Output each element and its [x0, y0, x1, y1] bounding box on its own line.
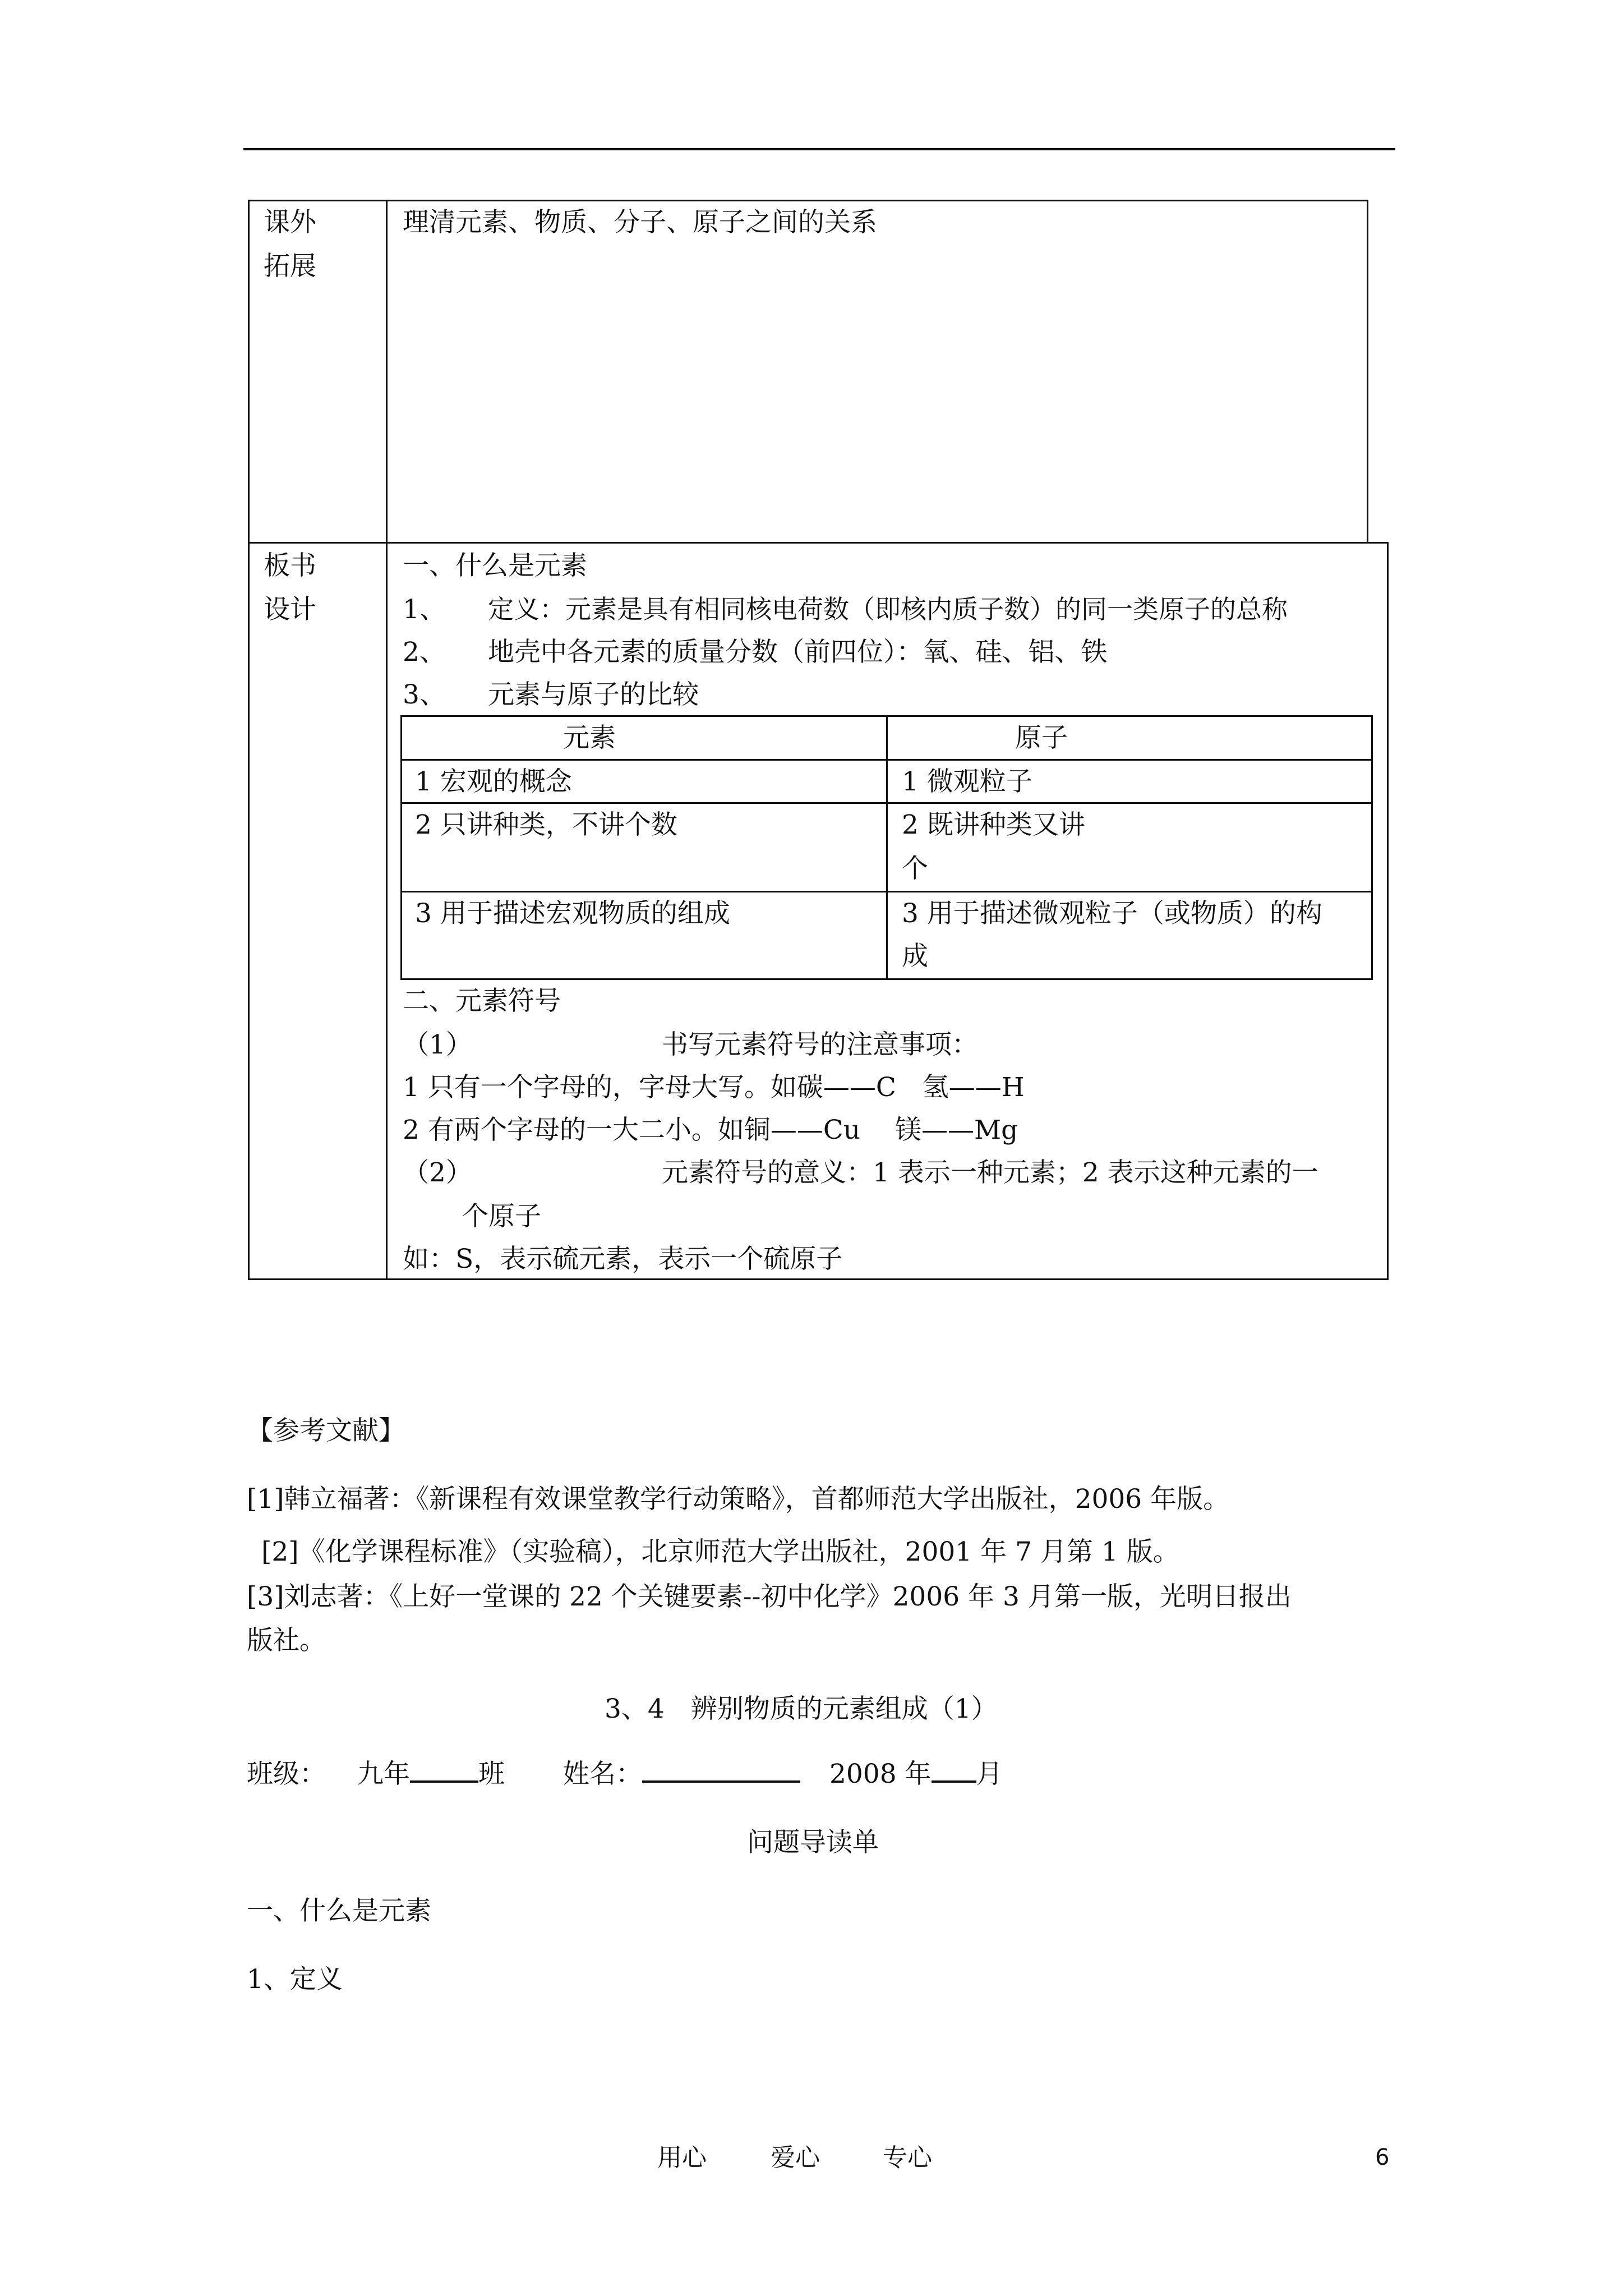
header-rule — [243, 148, 1395, 150]
references-title: 【参考文献】 — [247, 1415, 405, 1446]
compare-r2-left: 2 只讲种类，不讲个数 — [415, 809, 677, 840]
name-label: 姓名： — [563, 1759, 642, 1789]
worksheet-subtitle: 问题导读单 — [747, 1827, 879, 1858]
board-sub2-num: （2） — [403, 1157, 472, 1188]
board-sub1-num: （1） — [403, 1029, 472, 1060]
compare-r2-right-line1: 2 既讲种类又讲 — [902, 809, 1085, 840]
board-label-line1: 板书 — [264, 550, 316, 581]
compare-head-right: 原子 — [1015, 723, 1068, 753]
board-label-line2: 设计 — [264, 594, 316, 625]
board-item1-text: 定义：元素是具有相同核电荷数（即核内质子数）的同一类原子的总称 — [488, 594, 1288, 624]
compare-r3-right-line1: 3 用于描述微观粒子（或物质）的构 — [902, 898, 1322, 929]
compare-r1-right: 1 微观粒子 — [902, 766, 1032, 797]
board-item1-num: 1、 — [403, 594, 446, 625]
board-sub1-rule-b: 2 有两个字母的一大二小。如铜——Cu 镁——Mg — [403, 1115, 1018, 1145]
board-sub2-continuation: 个原子 — [462, 1201, 541, 1232]
board-sub1-text: 书写元素符号的注意事项： — [662, 1029, 978, 1060]
board-item3-num: 3、 — [403, 679, 446, 710]
question-1-1: 1、定义 — [247, 1964, 343, 1995]
compare-r3-left: 3 用于描述宏观物质的组成 — [415, 898, 730, 929]
question-heading-1: 一、什么是元素 — [247, 1895, 431, 1926]
worksheet-info-line — [247, 1752, 1003, 1796]
extension-label-line2: 拓展 — [264, 251, 316, 282]
year-text: 2008 年 — [829, 1759, 932, 1789]
footer-word-2: 爱心 — [771, 2143, 820, 2172]
reference-3-line1: [3]刘志著：《上好一堂课的 22 个关键要素--初中化学》2006 年 3 月第一版，光明日报出 — [247, 1581, 1292, 1612]
month-suffix: 月 — [976, 1759, 1003, 1789]
name-blank[interactable] — [642, 1754, 800, 1783]
reference-1: [1]韩立福著：《新课程有效课堂教学行动策略》，首都师范大学出版社，2006 年版。 — [247, 1484, 1230, 1515]
compare-r3-right-line2: 成 — [902, 941, 928, 972]
footer-word-3: 专心 — [883, 2143, 932, 2172]
compare-head-left: 元素 — [563, 723, 616, 753]
extension-content: 理清元素、物质、分子、原子之间的关系 — [403, 207, 877, 238]
worksheet-title: 3、4 辨别物质的元素组成（1） — [605, 1694, 998, 1724]
page-number: 6 — [1375, 2145, 1390, 2170]
board-sub2-text: 元素符号的意义：1 表示一种元素；2 表示这种元素的一 — [662, 1157, 1318, 1188]
board-heading-2: 二、元素符号 — [403, 986, 561, 1016]
reference-2: [2]《化学课程标准》（实验稿），北京师范大学出版社，2001 年 7 月第 1 版。 — [261, 1536, 1179, 1567]
compare-r2-right-line2: 个 — [902, 853, 928, 884]
extension-label-line1: 课外 — [264, 207, 316, 238]
grade-text: 九年 — [357, 1759, 410, 1789]
board-example: 如：S，表示硫元素，表示一个硫原子 — [403, 1244, 843, 1274]
board-item2-num: 2、 — [403, 637, 446, 668]
board-item2-text: 地壳中各元素的质量分数（前四位）：氧、硅、铝、铁 — [488, 637, 1108, 668]
board-item3-text: 元素与原子的比较 — [488, 679, 699, 710]
class-suffix: 班 — [478, 1759, 505, 1789]
board-heading-1: 一、什么是元素 — [403, 550, 587, 581]
board-sub1-rule-a: 1 只有一个字母的，字母大写。如碳——C 氢——H — [403, 1072, 1025, 1103]
class-blank[interactable] — [410, 1754, 478, 1783]
month-blank[interactable] — [932, 1754, 976, 1783]
compare-r1-left: 1 宏观的概念 — [415, 766, 572, 797]
class-label: 班级： — [247, 1759, 326, 1789]
reference-3-line2: 版社。 — [247, 1625, 326, 1656]
footer-word-1: 用心 — [657, 2143, 707, 2172]
